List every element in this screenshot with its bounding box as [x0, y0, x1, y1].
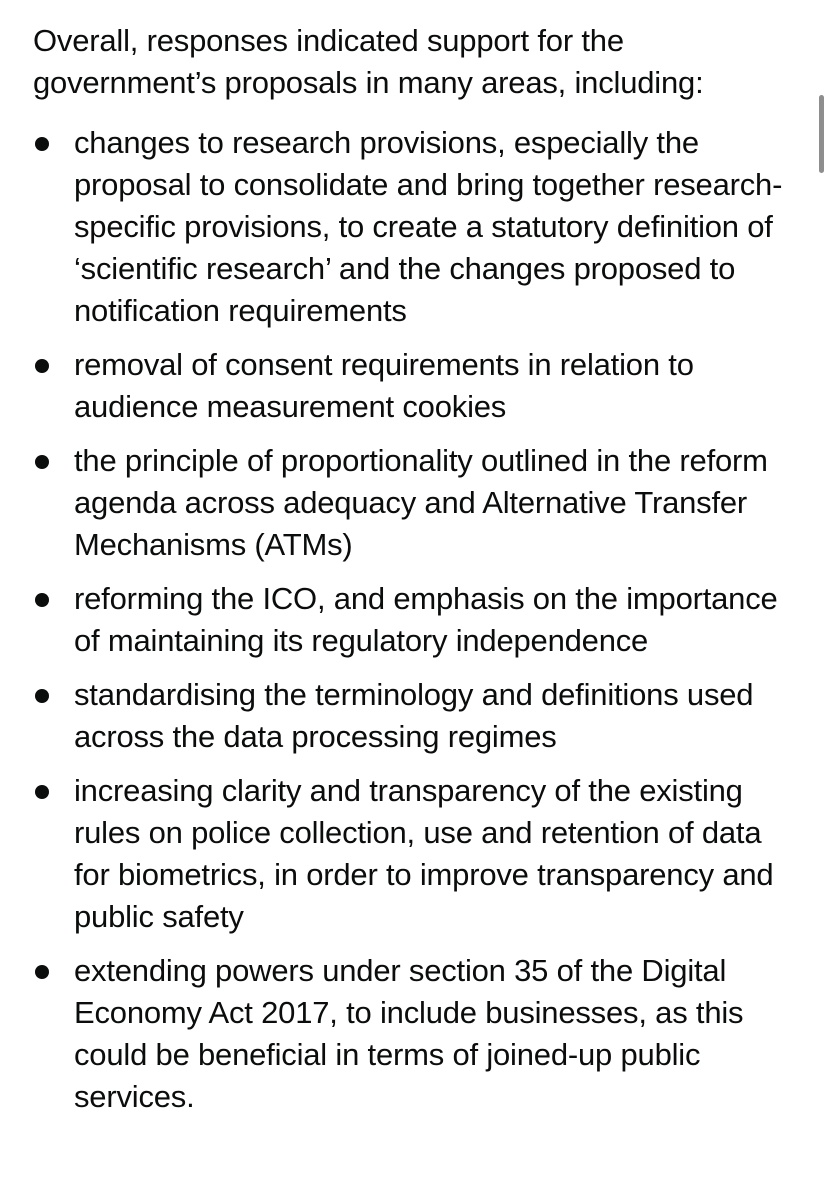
bullet-icon: [35, 593, 49, 607]
list-item-text: removal of consent requirements in relation to audience measurement cookies: [74, 347, 694, 424]
list-item-text: reforming the ICO, and emphasis on the importance of maintaining its regulatory independence: [74, 581, 778, 658]
list-item-text: standardising the terminology and definitions used across the data processing regimes: [74, 677, 754, 754]
list-item-text: changes to research provisions, especially the proposal to consolidate and bring together research-specific provisions, to create a statutory definition of ‘scientific research’ and the changes proposed to notification requirements: [74, 125, 783, 328]
bullet-icon: [35, 965, 49, 979]
bullet-icon: [35, 359, 49, 373]
list-item: [33, 122, 803, 332]
scrollbar-thumb[interactable]: [819, 95, 824, 173]
list-item: [33, 674, 803, 758]
bullet-icon: [35, 455, 49, 469]
list-item-text: the principle of proportionality outlined in the reform agenda across adequacy and Alternative Transfer Mechanisms (ATMs): [74, 443, 768, 562]
list-item: [33, 770, 803, 938]
bullet-icon: [35, 689, 49, 703]
document-body: [33, 20, 803, 1130]
intro-paragraph: Overall, responses indicated support for the government’s proposals in many areas, including:: [33, 23, 704, 100]
bullet-icon: [35, 137, 49, 151]
list-item-text: increasing clarity and transparency of the existing rules on police collection, use and retention of data for biometrics, in order to improve transparency and public safety: [74, 773, 774, 934]
list-item: [33, 578, 803, 662]
list-item-text: extending powers under section 35 of the Digital Economy Act 2017, to include businesses, as this could be beneficial in terms of joined-up public services.: [74, 953, 744, 1114]
list-item: [33, 344, 803, 428]
proposals-list: [33, 122, 803, 1118]
list-item: [33, 950, 803, 1118]
bullet-icon: [35, 785, 49, 799]
list-item: [33, 440, 803, 566]
